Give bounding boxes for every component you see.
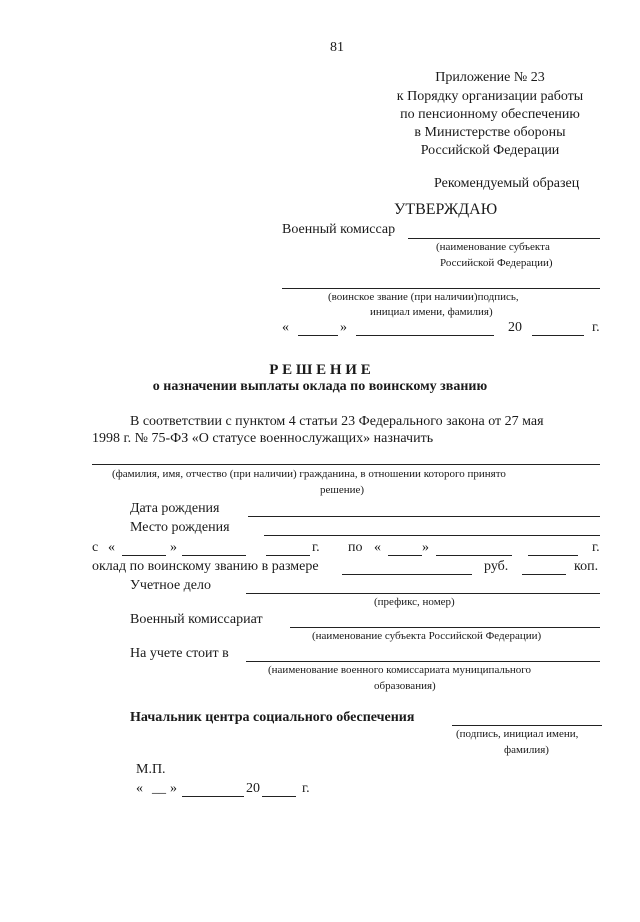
kop-label: коп. bbox=[574, 559, 599, 574]
decision-subtitle: о назначении выплаты оклада по воинскому званию bbox=[152, 379, 488, 394]
birth-place-line[interactable] bbox=[264, 535, 600, 536]
sign-year-prefix: 20 bbox=[246, 781, 260, 796]
from-day-line[interactable] bbox=[122, 555, 166, 556]
from-close-quote: » bbox=[170, 540, 177, 555]
account-line[interactable] bbox=[246, 593, 600, 594]
commissar-line[interactable] bbox=[408, 238, 600, 239]
appendix-line-5: Российской Федерации bbox=[420, 143, 560, 158]
commissar-label: Военный комиссар bbox=[282, 222, 396, 237]
fio-hint-1: (фамилия, имя, отчество (при наличии) гражданина, в отношении которого принято bbox=[112, 468, 506, 480]
registered-hint-1: (наименование военного комиссариата муниципального bbox=[268, 664, 532, 676]
account-label: Учетное дело bbox=[130, 578, 211, 593]
appendix-line-1: Приложение № 23 bbox=[435, 70, 545, 85]
to-open-quote: « bbox=[374, 540, 381, 555]
decision-body-line-1: В соответствии с пунктом 4 статьи 23 Федерального закона от 27 мая bbox=[130, 414, 544, 429]
birth-place-label: Место рождения bbox=[130, 520, 230, 535]
to-year-suffix: г. bbox=[592, 540, 600, 555]
registered-line[interactable] bbox=[246, 661, 600, 662]
approve-date-close: » bbox=[340, 320, 347, 335]
sign-year-suffix: г. bbox=[302, 781, 310, 796]
appendix-line-3: по пенсионному обеспечению bbox=[400, 107, 580, 122]
to-label: по bbox=[348, 540, 363, 555]
approve-year-prefix: 20 bbox=[508, 320, 522, 335]
appendix-line-2: к Порядку организации работы bbox=[396, 89, 584, 104]
to-year-line[interactable] bbox=[528, 555, 578, 556]
appendix-line-4: в Министерстве обороны bbox=[414, 125, 566, 140]
approve-day-line[interactable] bbox=[298, 335, 338, 336]
approve-year-line[interactable] bbox=[532, 335, 584, 336]
sign-date-blank: __ bbox=[152, 781, 166, 796]
registered-label: На учете стоит в bbox=[130, 646, 229, 661]
decision-body-line-2: 1998 г. № 75-ФЗ «О статусе военнослужащих» назначить bbox=[92, 431, 434, 446]
commissariat-label: Военный комиссариат bbox=[130, 612, 263, 627]
approve-year-suffix: г. bbox=[592, 320, 600, 335]
registered-hint-2: образования) bbox=[374, 680, 436, 692]
from-label: с bbox=[92, 540, 99, 555]
sign-month-line[interactable] bbox=[182, 796, 244, 797]
subject-hint-2: Российской Федерации) bbox=[440, 257, 553, 269]
approve-date-open: « bbox=[282, 320, 289, 335]
fio-line[interactable] bbox=[92, 464, 600, 465]
to-month-line[interactable] bbox=[436, 555, 512, 556]
rub-label: руб. bbox=[484, 559, 509, 574]
to-day-line[interactable] bbox=[388, 555, 422, 556]
sign-hint-2: инициал имени, фамилия) bbox=[370, 306, 493, 318]
sign-hint-1: (воинское звание (при наличии)подпись, bbox=[328, 291, 519, 303]
recommended-sample: Рекомендуемый образец bbox=[434, 176, 580, 191]
head-hint-2: фамилия) bbox=[504, 744, 549, 756]
sign-date-close: » bbox=[170, 781, 177, 796]
to-close-quote: » bbox=[422, 540, 429, 555]
commissariat-line[interactable] bbox=[290, 627, 600, 628]
from-year-suffix: г. bbox=[312, 540, 320, 555]
commissariat-hint: (наименование субъекта Российской Федерации) bbox=[312, 630, 542, 642]
head-label: Начальник центра социального обеспечения bbox=[130, 710, 415, 725]
salary-kop-line[interactable] bbox=[522, 574, 566, 575]
stamp-label: М.П. bbox=[136, 762, 166, 777]
decision-title: Р Е Ш Е Н И Е bbox=[269, 362, 371, 378]
from-month-line[interactable] bbox=[182, 555, 246, 556]
approve-title: УТВЕРЖДАЮ bbox=[394, 201, 498, 218]
account-hint: (префикс, номер) bbox=[374, 596, 455, 608]
subject-hint-1: (наименование субъекта bbox=[436, 241, 550, 253]
salary-label: оклад по воинскому званию в размере bbox=[92, 559, 319, 574]
page-number: 81 bbox=[330, 40, 344, 55]
salary-rub-line[interactable] bbox=[342, 574, 472, 575]
birth-date-label: Дата рождения bbox=[130, 501, 220, 516]
from-open-quote: « bbox=[108, 540, 115, 555]
signature-line-top[interactable] bbox=[282, 288, 600, 289]
head-hint-1: (подпись, инициал имени, bbox=[456, 728, 579, 740]
sign-date-open: « bbox=[136, 781, 143, 796]
fio-hint-2: решение) bbox=[320, 484, 365, 496]
from-year-line[interactable] bbox=[266, 555, 310, 556]
approve-month-line[interactable] bbox=[356, 335, 494, 336]
birth-date-line[interactable] bbox=[248, 516, 600, 517]
head-signature-line[interactable] bbox=[452, 725, 602, 726]
sign-year-line[interactable] bbox=[262, 796, 296, 797]
